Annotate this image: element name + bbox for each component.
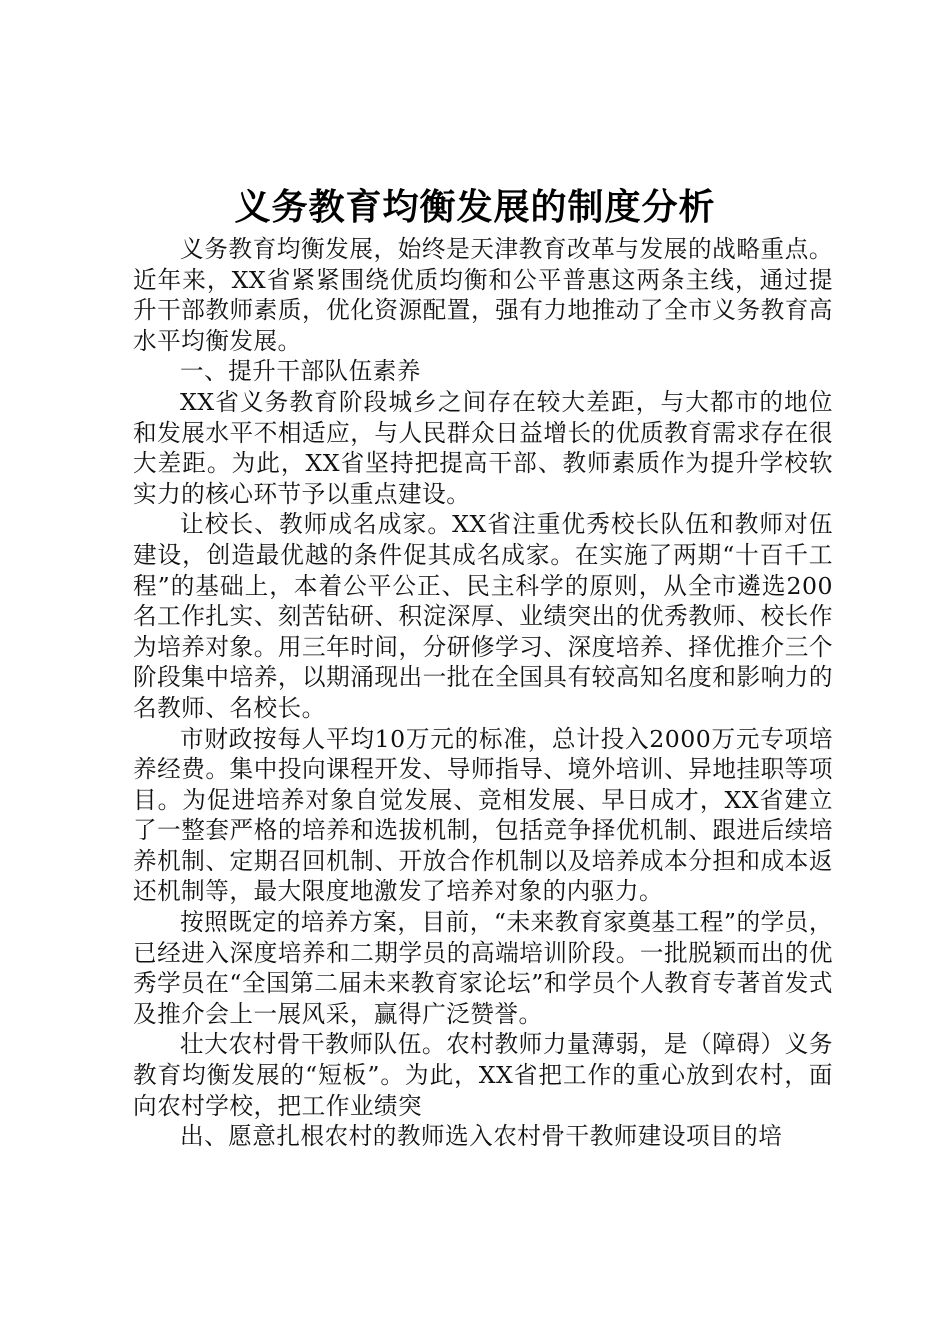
document-title: 义务教育均衡发展的制度分析	[234, 186, 716, 228]
paragraph-continuation: 出、愿意扎根农村的教师选入农村骨干教师建设项目的培	[180, 1122, 783, 1151]
paragraph-funding: 市财政按每人平均10万元的标准，总计投入2000万元专项培养经费。集中投向课程开发、导师指导、境外培训、异地挂职等项目。为促进培养对象自觉发展、竞相发展、早日成才，XX省建立了一整套严格的培养和选拔机制，包括竞争择优机制、跟进后续培养机制、定期召回机制、开放合作机制以及培养成本分担和成本返还机制等，最大限度地激发了培养对象的内驱力。	[133, 724, 833, 906]
paragraph-training-plan: 按照既定的培养方案，目前，“未来教育家奠基工程”的学员，已经进入深度培养和二期学员的高端培训阶段。一批脱颖而出的优秀学员在“全国第二届未来教育家论坛”和学员个人教育专著首发式及推介会上一展风采，赢得广泛赞誉。	[133, 908, 833, 1028]
paragraph-intro: 义务教育均衡发展，始终是天津教育改革与发展的战略重点。近年来，XX省紧紧围绕优质均衡和公平普惠这两条主线，通过提升干部教师素质，优化资源配置，强有力地推动了全市义务教育高水平均衡发展。	[133, 235, 833, 355]
paragraph-famous-teachers: 让校长、教师成名成家。XX省注重优秀校长队伍和教师对伍建设，创造最优越的条件促其成名成家。在实施了两期“十百千工程”的基础上，本着公平公正、民主科学的原则，从全市遴选200名工作扎实、刻苦钻研、积淀深厚、业绩突出的优秀教师、校长作为培养对象。用三年时间，分研修学习、深度培养、择优推介三个阶段集中培养，以期涌现出一批在全国具有较高知名度和影响力的名教师、名校长。	[133, 510, 833, 722]
document-body	[133, 234, 833, 1152]
paragraph-rural-teachers: 壮大农村骨干教师队伍。农村教师力量薄弱，是（障碍）义务教育均衡发展的“短板”。为此，XX省把工作的重心放到农村，面向农村学校，把工作业绩突	[133, 1030, 833, 1120]
section-heading: 一、提升干部队伍素养	[180, 357, 421, 386]
paragraph-gap: XX省义务教育阶段城乡之间存在较大差距，与大都市的地位和发展水平不相适应，与人民群众日益增长的优质教育需求存在很大差距。为此，XX省坚持把提高干部、教师素质作为提升学校软实力的核心环节予以重点建设。	[133, 387, 833, 508]
